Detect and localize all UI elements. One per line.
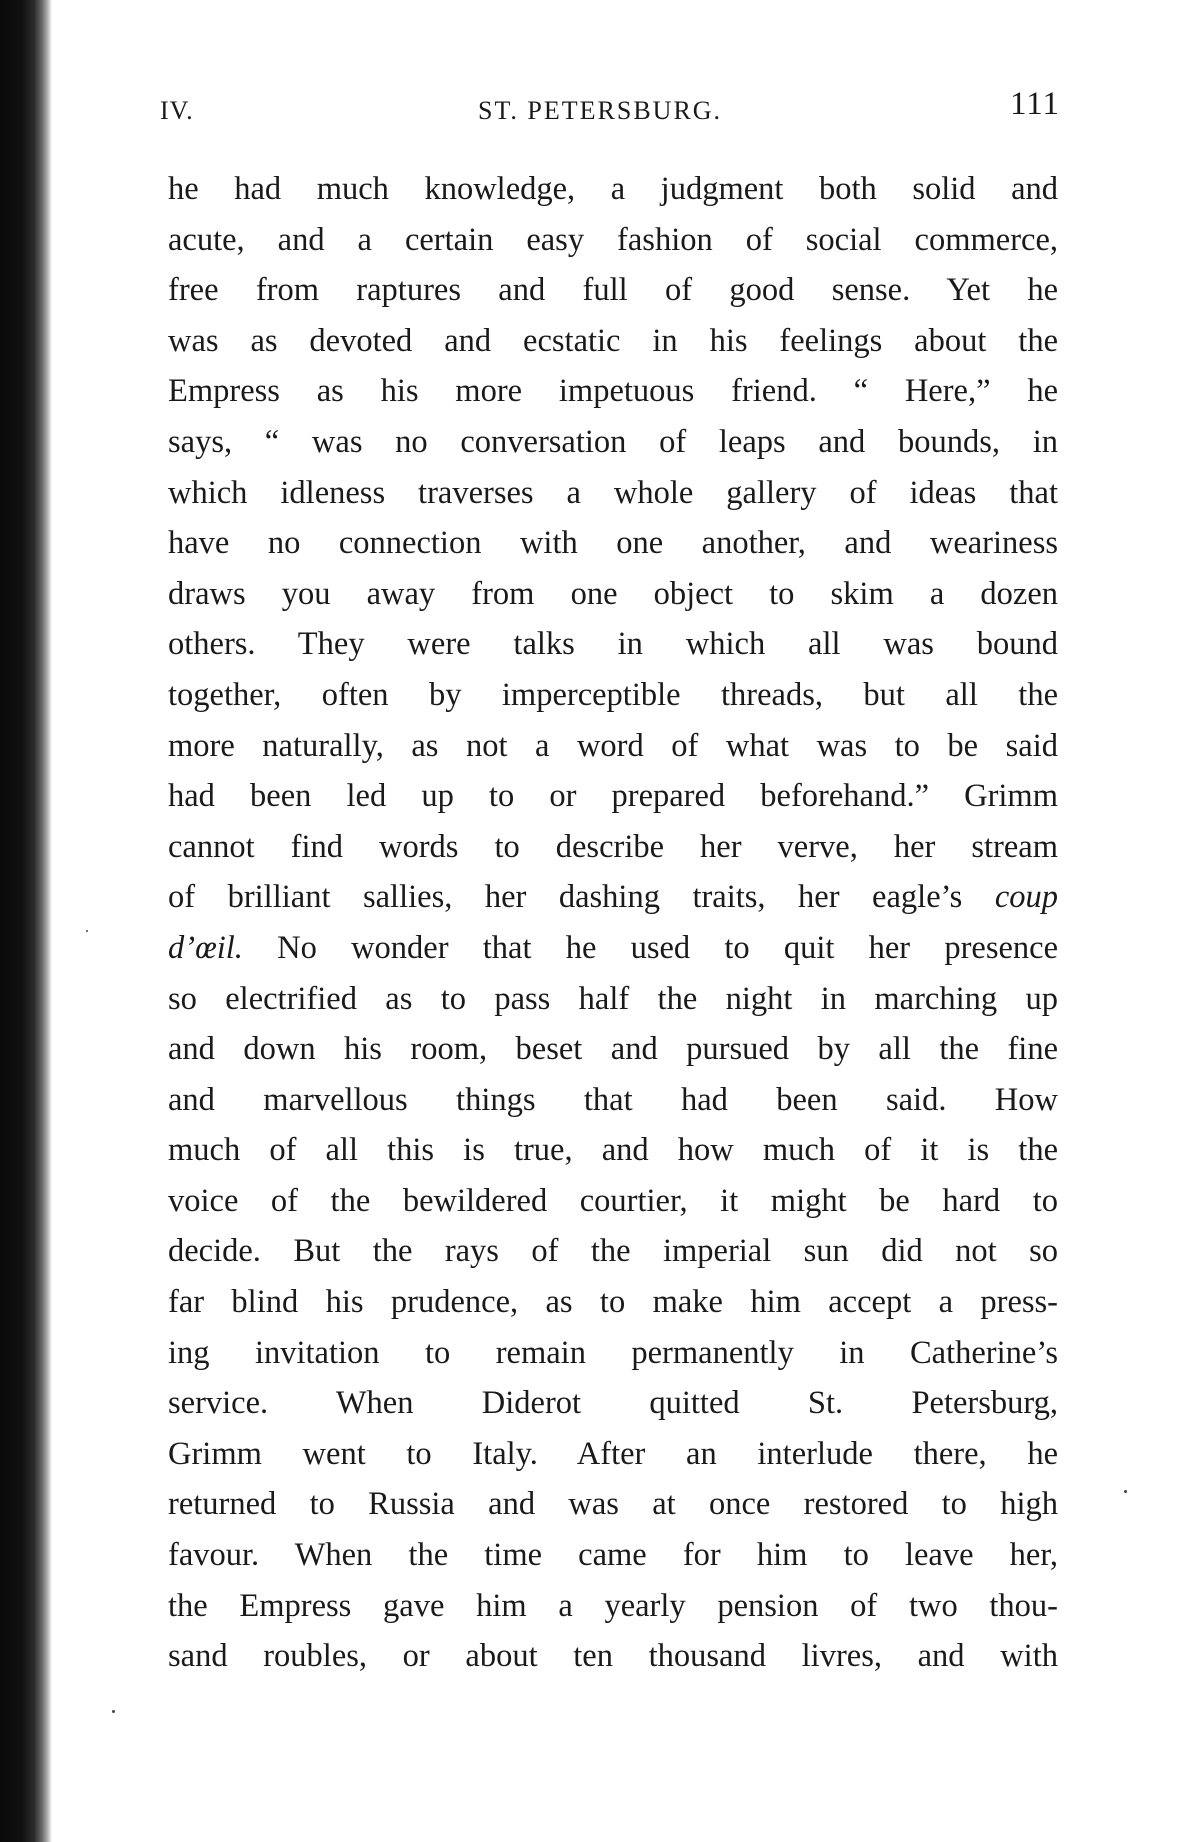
text-line: others. They were talks in which all was bound [168,626,1058,663]
text-line: the Empress gave him a yearly pension of two thou- [168,1587,1058,1624]
chapter-number: IV. [160,96,194,125]
text-line: d’œil. No wonder that he used to quit her presence [168,929,1058,966]
text-line: acute, and a certain easy fashion of social commerce, [168,221,1058,258]
text-line: of brilliant sallies, her dashing traits, her eagle’s coup [168,879,1058,916]
text-line: says, “ was no conversation of leaps and bounds, in [168,423,1058,460]
text-line: returned to Russia and was at once restored to high [168,1486,1058,1523]
running-header [160,86,1060,134]
text-line: much of all this is true, and how much of it is the [168,1132,1058,1169]
text-line: had been led up to or prepared beforehand.” Grimm [168,778,1058,815]
text-line: was as devoted and ecstatic in his feelings about the [168,322,1058,359]
text-line: draws you away from one object to skim a dozen [168,575,1058,612]
text-line: he had much knowledge, a judgment both solid and [168,171,1058,207]
running-title: ST. PETERSBURG. [478,96,723,125]
text-line: service. When Diderot quitted St. Petersburg, [168,1385,1058,1422]
page-number: 111 [1009,86,1060,122]
italic-phrase: d’œil. [168,929,243,966]
italic-phrase: coup [994,879,1058,916]
text-line: ing invitation to remain permanently in Catherine’s [168,1334,1058,1371]
text-line: which idleness traverses a whole gallery of ideas that [168,474,1058,511]
text-line: together, often by imperceptible threads, but all the [168,676,1058,713]
text-line: have no connection with one another, and weariness [168,525,1058,562]
text-line: more naturally, as not a word of what was to be said [168,727,1058,764]
text-line: Empress as his more impetuous friend. “ Here,” he [168,373,1058,410]
scan-speck [86,930,88,932]
text-line: favour. When the time came for him to leave her, [168,1537,1058,1574]
text-line: and down his room, beset and pursued by all the fine [168,1031,1058,1068]
binding-edge [0,0,52,1842]
text-line: decide. But the rays of the imperial sun did not so [168,1233,1058,1270]
scan-speck [112,1710,115,1713]
text-line: and marvellous things that had been said. How [168,1081,1058,1118]
scan-speck [1124,1490,1127,1493]
body-text [168,164,1058,1682]
text-line: so electrified as to pass half the night in marching up [168,980,1058,1017]
text-line: cannot find words to describe her verve, her stream [168,828,1058,865]
text-line: sand roubles, or about ten thousand livres, and with [168,1638,1058,1675]
text-line: far blind his prudence, as to make him accept a press- [168,1284,1058,1321]
text-line: free from raptures and full of good sense. Yet he [168,272,1058,309]
text-line: Grimm went to Italy. After an interlude there, he [168,1435,1058,1472]
text-line: voice of the bewildered courtier, it might be hard to [168,1182,1058,1219]
